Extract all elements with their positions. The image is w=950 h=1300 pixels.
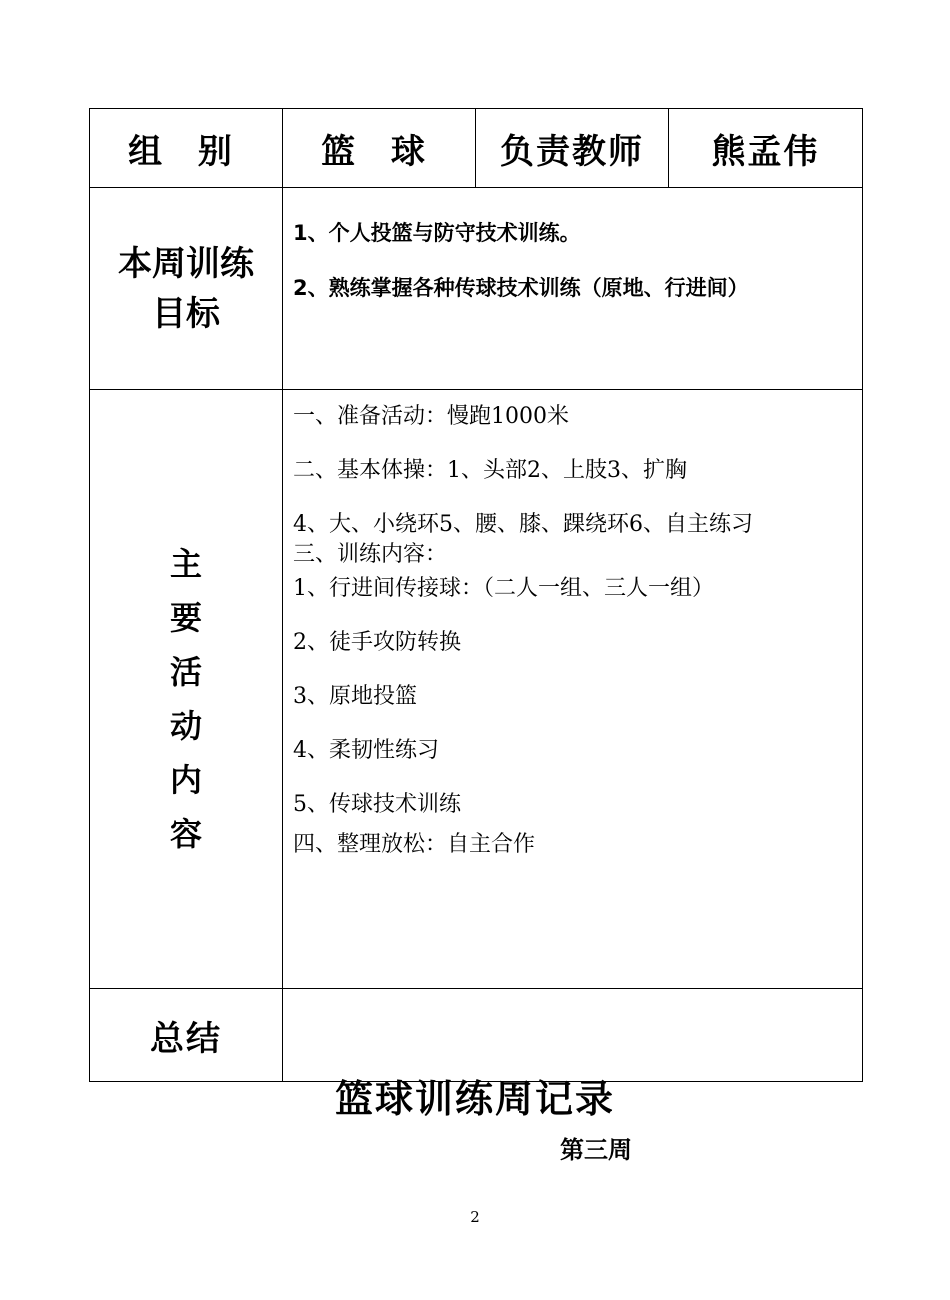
goals-label — [90, 188, 283, 390]
activity-line: 5、传球技术训练 — [293, 792, 461, 817]
page-number: 2 — [470, 1208, 480, 1226]
summary-label: 总结 — [90, 989, 283, 1082]
activity-line: 二、基本体操：1、头部2、上肢3、扩胸 — [293, 458, 687, 483]
activities-content — [283, 390, 863, 989]
activities-label-char: 动 — [169, 707, 202, 745]
goals-row — [90, 188, 863, 390]
training-record-table — [89, 108, 863, 1082]
activity-line: 三、训练内容： — [293, 542, 448, 567]
goals-label-line2: 目标 — [152, 293, 220, 334]
activity-line: 一、准备活动：慢跑1000米 — [293, 404, 569, 429]
goals-content — [283, 188, 863, 390]
activity-line: 四、整理放松：自主合作 — [293, 832, 536, 857]
header-row — [90, 109, 863, 188]
goal-item: 2、熟练掌握各种传球技术训练（原地、行进间） — [293, 276, 749, 300]
activities-label-char: 内 — [169, 761, 202, 799]
goal-item: 1、个人投篮与防守技术训练。 — [293, 221, 581, 245]
teacher-label: 负责教师 — [476, 109, 669, 188]
activity-line: 1、行进间传接球：（二人一组、三人一组） — [293, 576, 714, 601]
activities-label-char: 要 — [169, 599, 202, 637]
activity-line: 3、原地投篮 — [293, 684, 417, 709]
group-value: 篮 球 — [283, 109, 476, 188]
activities-label-char: 容 — [169, 815, 202, 853]
teacher-value: 熊孟伟 — [669, 109, 863, 188]
activities-label-char: 主 — [169, 545, 202, 583]
document-title: 篮球训练周记录 — [334, 1077, 615, 1121]
activity-line: 4、大、小绕环5、腰、膝、踝绕环6、自主练习 — [293, 512, 753, 537]
activity-line: 4、柔韧性练习 — [293, 738, 439, 763]
group-label: 组 别 — [90, 109, 283, 188]
activities-label-char: 活 — [169, 653, 202, 691]
activity-line: 2、徒手攻防转换 — [293, 630, 461, 655]
goals-label-line1: 本周训练 — [118, 243, 254, 284]
activities-label — [90, 390, 283, 989]
activities-row — [90, 390, 863, 989]
week-label: 第三周 — [560, 1136, 632, 1164]
